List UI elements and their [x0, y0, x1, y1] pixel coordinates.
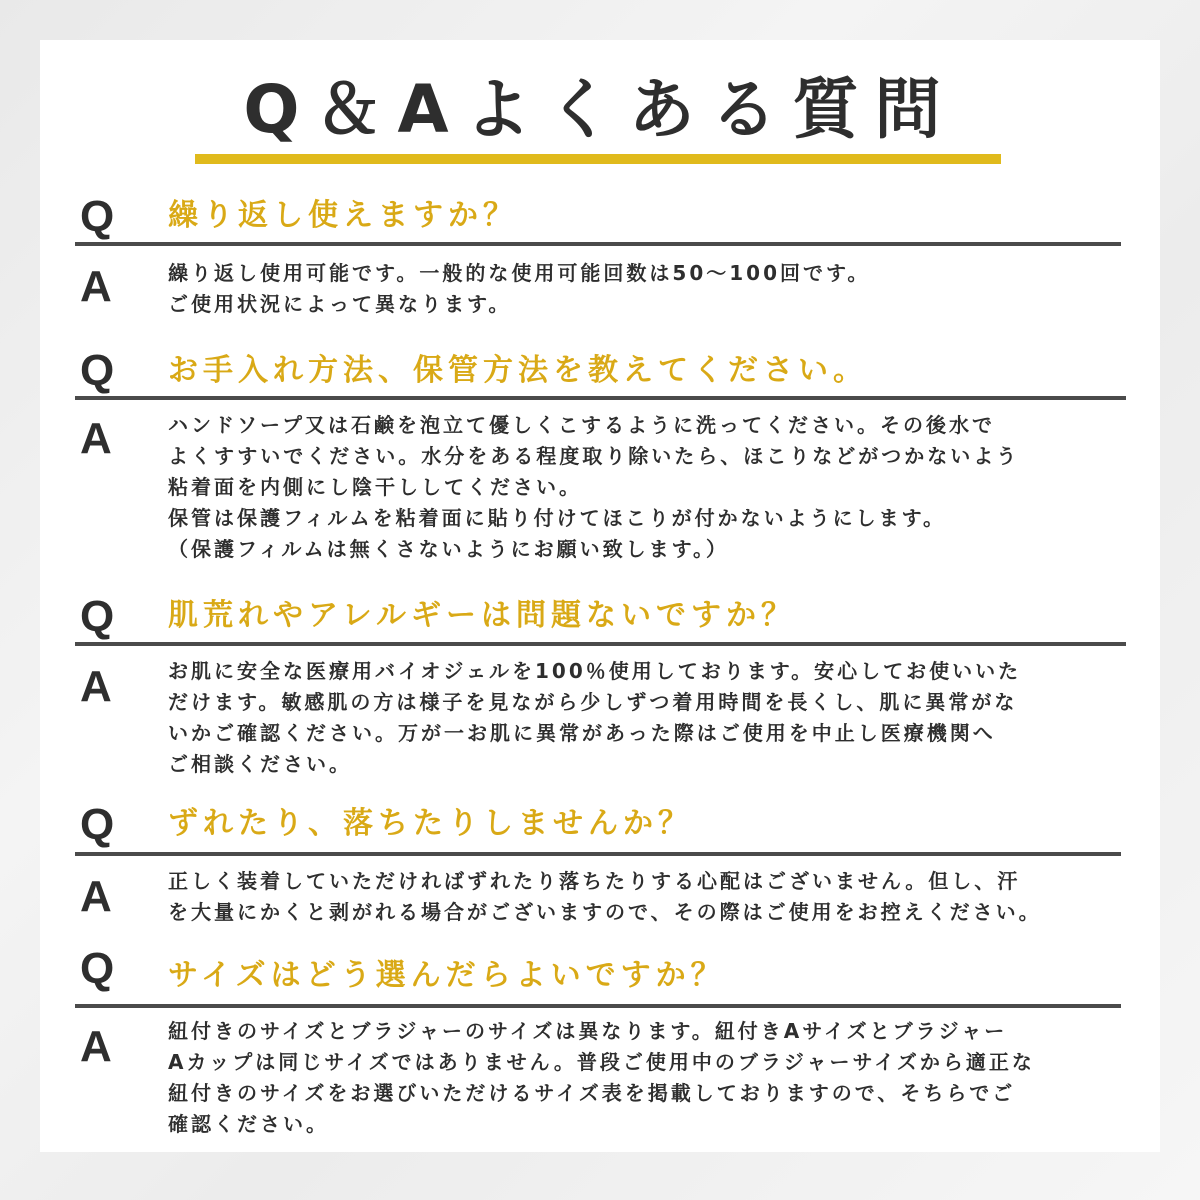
answer-text [168, 656, 1021, 780]
answer-line: 正しく装着していただければずれたり落ちたりする心配はございません。但し、汗 [168, 869, 1021, 893]
answer-line: 確認ください。 [168, 1112, 329, 1136]
answer-mark: A [80, 1022, 112, 1071]
answer-text [168, 866, 1042, 928]
question-mark: Q [80, 346, 115, 395]
question-divider [75, 396, 1126, 400]
question-text: ずれたり、落ちたりしませんか？ [168, 806, 693, 841]
answer-line: ご相談ください。 [168, 752, 352, 776]
question-mark: Q [80, 800, 115, 849]
answer-line: いかご確認ください。万が一お肌に異常があった際はご使用を中止し医療機関へ [168, 721, 996, 745]
answer-line: よくすすいでください。水分をある程度取り除いたら、ほこりなどがつかないよう [168, 444, 1020, 468]
question-mark: Q [80, 192, 115, 241]
answer-text [168, 410, 1019, 565]
answer-mark: A [80, 872, 112, 921]
answer-line: （保護フィルムは無くさないようにお願い致します。） [168, 537, 729, 561]
question-text: お手入れ方法、保管方法を教えてください。 [168, 353, 868, 388]
answer-line: 紐付きのサイズとブラジャーのサイズは異なります。紐付きAサイズとブラジャー [168, 1019, 1008, 1043]
question-divider [75, 1004, 1121, 1008]
answer-line: 粘着面を内側にし陰干ししてください。 [168, 475, 582, 499]
answer-mark: A [80, 414, 112, 463]
answer-mark: A [80, 262, 112, 311]
question-text: 繰り返し使えますか？ [168, 198, 518, 233]
answer-text [168, 1016, 1035, 1140]
answer-mark: A [80, 662, 112, 711]
answer-line: 繰り返し使用可能です。一般的な使用可能回数は50～100回です。 [168, 261, 871, 285]
question-text: サイズはどう選んだらよいですか？ [168, 958, 726, 993]
question-divider [75, 852, 1121, 856]
title-underline [195, 154, 1001, 164]
answer-line: Aカップは同じサイズではありません。普段ご使用中のブラジャーサイズから適正な [168, 1050, 1035, 1074]
question-divider [75, 242, 1121, 246]
answer-line: 保管は保護フィルムを粘着面に貼り付けてほこりが付かないようにします。 [168, 506, 946, 530]
question-mark: Q [80, 944, 115, 993]
answer-line: ハンドソープ又は石鹸を泡立て優しくこするように洗ってください。その後水で [168, 413, 995, 437]
page-title: Q＆Aよくある質問 [243, 71, 957, 148]
answer-line: 紐付きのサイズをお選びいただけるサイズ表を掲載しておりますので、そちらでご [168, 1081, 1016, 1105]
answer-line: を大量にかくと剥がれる場合がございますので、その際はご使用をお控えください。 [168, 900, 1042, 924]
question-text: 肌荒れやアレルギーは問題ないですか？ [168, 598, 797, 633]
answer-line: だけます。敏感肌の方は様子を見ながら少しずつ着用時間を長くし、肌に異常がな [168, 690, 1018, 714]
answer-text [168, 258, 870, 320]
question-mark: Q [80, 592, 115, 641]
answer-line: ご使用状況によって異なります。 [168, 292, 512, 316]
question-divider [75, 642, 1126, 646]
answer-line: お肌に安全な医療用バイオジェルを100％使用しております。安心してお使いいた [168, 659, 1022, 683]
